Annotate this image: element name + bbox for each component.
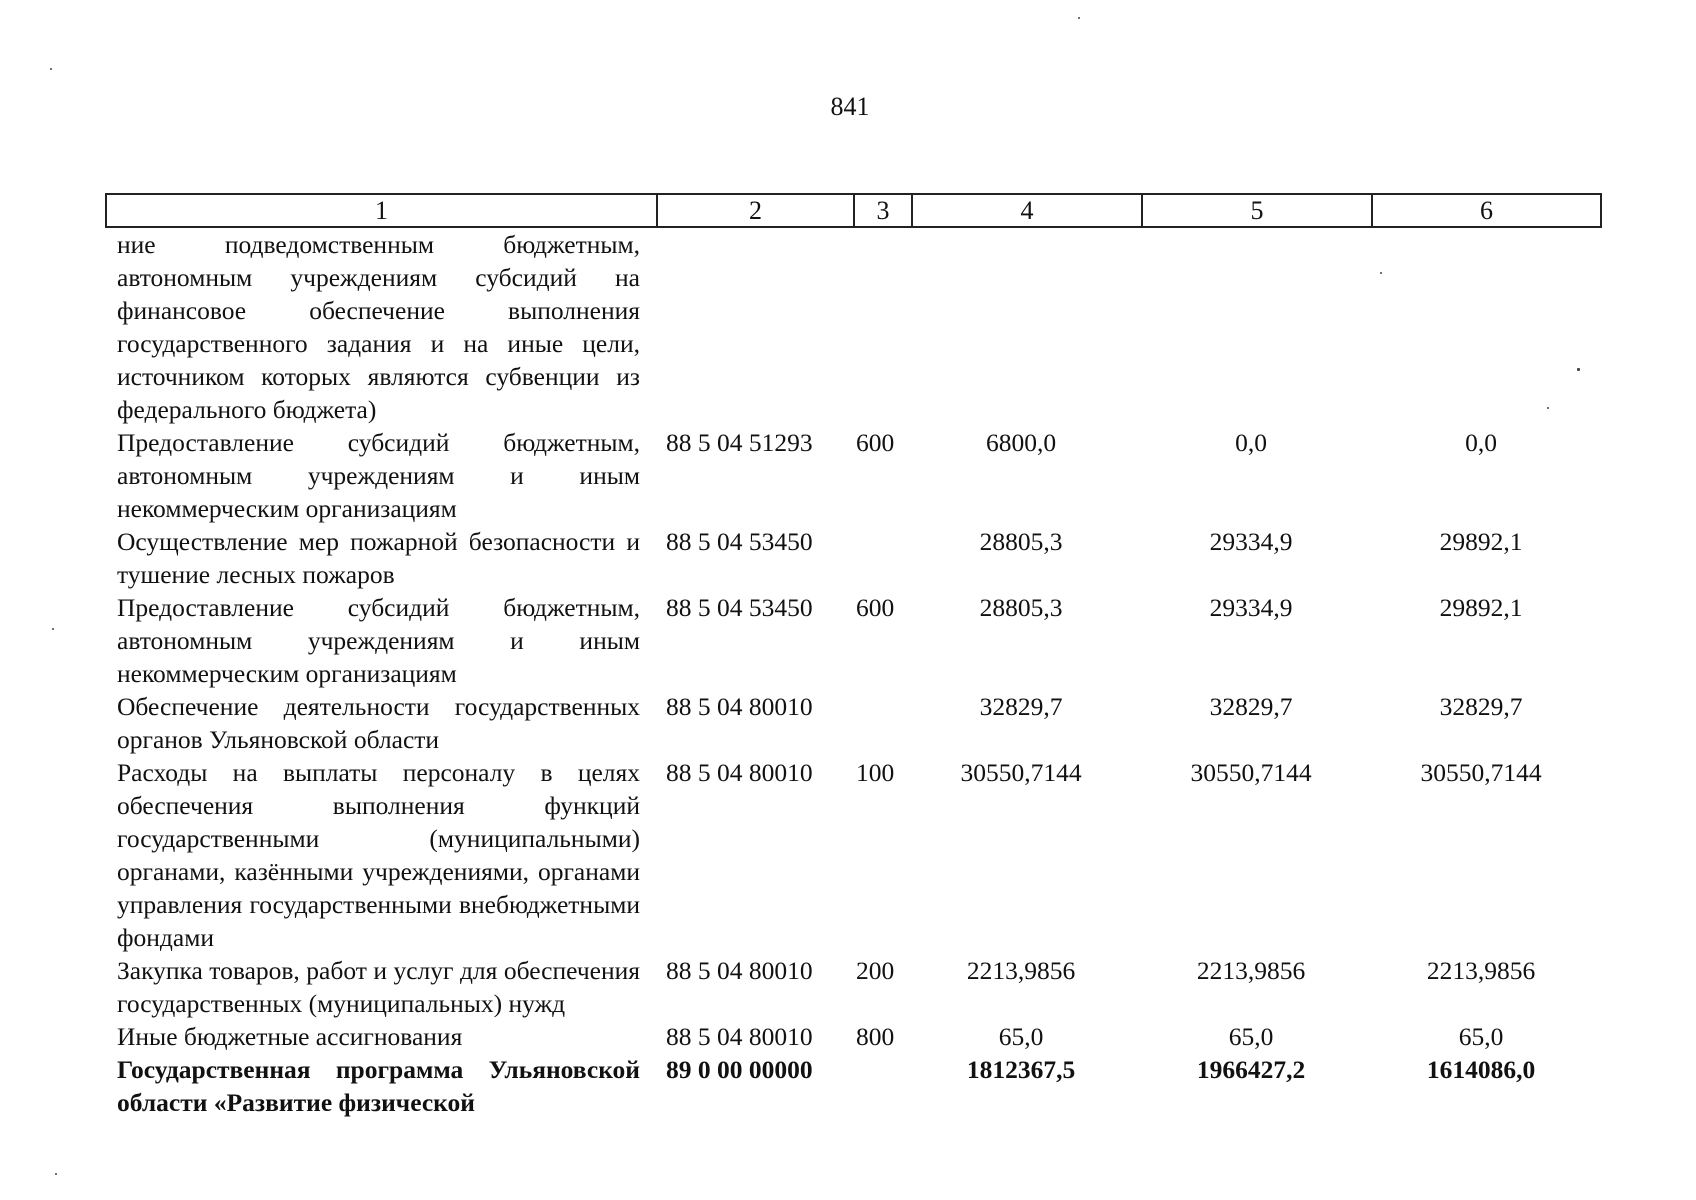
row-value-2: 2213,9856 bbox=[1196, 956, 1306, 985]
row-type bbox=[848, 690, 906, 756]
row-name: Обеспечение деятельности государственных органов Ульяновской области bbox=[117, 692, 640, 754]
table-row bbox=[105, 756, 1600, 954]
table-row bbox=[105, 426, 1600, 525]
row-type: 100 bbox=[856, 758, 895, 787]
row-value-3: 29892,1 bbox=[1439, 527, 1523, 556]
row-name: Иные бюджетные ассигнования bbox=[117, 1022, 463, 1051]
column-header-4: 4 bbox=[912, 194, 1142, 227]
row-value-3: 29892,1 bbox=[1439, 593, 1523, 622]
page-number: 841 bbox=[830, 92, 870, 121]
row-value-1: 1812367,5 bbox=[966, 1055, 1076, 1084]
table-row bbox=[105, 1053, 1600, 1119]
row-value-1: 30550,7144 bbox=[960, 758, 1082, 787]
row-value-1: 28805,3 bbox=[979, 527, 1063, 556]
row-type: 200 bbox=[856, 956, 895, 985]
column-header-2: 2 bbox=[657, 194, 854, 227]
row-value-3: 30550,7144 bbox=[1420, 758, 1542, 787]
row-name: Закупка товаров, работ и услуг для обеспечения государственных (муниципальных) нужд bbox=[117, 956, 640, 1018]
row-value-1 bbox=[906, 228, 1136, 426]
row-value-1: 65,0 bbox=[998, 1022, 1044, 1051]
scan-speck bbox=[1078, 17, 1080, 19]
table-body bbox=[105, 228, 1600, 1119]
row-value-1: 28805,3 bbox=[979, 593, 1063, 622]
row-value-2: 1966427,2 bbox=[1196, 1055, 1306, 1084]
column-header-1: 1 bbox=[106, 194, 657, 227]
row-name: Предоставление субсидий бюджетным, автономным учреждениям и иным некоммерческим организациям bbox=[117, 428, 640, 523]
row-code: 88 5 04 53450 bbox=[666, 527, 813, 556]
row-value-3 bbox=[1366, 228, 1596, 426]
row-value-3: 2213,9856 bbox=[1426, 956, 1536, 985]
row-name: Осуществление мер пожарной безопасности и тушение лесных пожаров bbox=[117, 527, 640, 589]
row-type bbox=[848, 525, 906, 591]
row-code: 88 5 04 80010 bbox=[666, 956, 813, 985]
row-code: 88 5 04 80010 bbox=[666, 758, 813, 787]
scan-speck bbox=[52, 628, 54, 630]
row-value-2: 32829,7 bbox=[1209, 692, 1293, 721]
column-header-5: 5 bbox=[1142, 194, 1372, 227]
column-header-6: 6 bbox=[1372, 194, 1601, 227]
row-value-3: 1614086,0 bbox=[1426, 1055, 1536, 1084]
row-value-1: 6800,0 bbox=[985, 428, 1057, 457]
row-name: ние подведомственным бюджетным, автономным учреждениям субсидий на финансовое обеспечение выполнения государственного задания и на иные цели, источником которых являются субвенции из федерального бюджета) bbox=[117, 230, 640, 424]
table-row bbox=[105, 690, 1600, 756]
table-row bbox=[105, 591, 1600, 690]
row-name: Предоставление субсидий бюджетным, автономным учреждениям и иным некоммерческим организациям bbox=[117, 593, 640, 688]
row-value-1: 32829,7 bbox=[979, 692, 1063, 721]
table-header bbox=[105, 193, 1602, 228]
row-type bbox=[848, 228, 906, 426]
table-row bbox=[105, 525, 1600, 591]
scan-speck bbox=[1577, 368, 1580, 371]
table-row bbox=[105, 228, 1600, 426]
scan-speck bbox=[1547, 407, 1549, 409]
column-header-3: 3 bbox=[854, 194, 912, 227]
row-value-2: 29334,9 bbox=[1209, 527, 1293, 556]
row-type: 600 bbox=[856, 593, 895, 622]
row-value-2: 65,0 bbox=[1228, 1022, 1274, 1051]
row-name: Государственная программа Ульяновской области «Развитие физической bbox=[117, 1055, 640, 1117]
row-value-2: 29334,9 bbox=[1209, 593, 1293, 622]
row-value-3: 65,0 bbox=[1458, 1022, 1504, 1051]
row-type: 600 bbox=[856, 428, 895, 457]
scan-speck bbox=[1380, 272, 1382, 274]
row-value-2: 0,0 bbox=[1235, 428, 1267, 457]
row-value-3: 32829,7 bbox=[1439, 692, 1523, 721]
row-value-2: 30550,7144 bbox=[1190, 758, 1312, 787]
row-code: 88 5 04 53450 bbox=[666, 593, 813, 622]
table-row bbox=[105, 954, 1600, 1020]
row-type: 800 bbox=[856, 1022, 895, 1051]
row-code bbox=[650, 228, 848, 426]
row-code: 88 5 04 51293 bbox=[666, 428, 813, 457]
table-row bbox=[105, 1020, 1600, 1053]
row-value-1: 2213,9856 bbox=[966, 956, 1076, 985]
scan-speck bbox=[50, 68, 52, 70]
row-name: Расходы на выплаты персоналу в целях обеспечения выполнения функций государственными (муниципальными) органами, казёнными учреждениями, органами управления государственными внебюджетными фондами bbox=[117, 758, 640, 952]
row-value-2 bbox=[1136, 228, 1366, 426]
row-code: 88 5 04 80010 bbox=[666, 692, 813, 721]
row-value-3: 0,0 bbox=[1465, 428, 1497, 457]
scan-speck bbox=[55, 1173, 57, 1175]
row-type bbox=[848, 1053, 906, 1119]
row-code: 89 0 00 00000 bbox=[666, 1055, 813, 1084]
row-code: 88 5 04 80010 bbox=[666, 1022, 813, 1051]
